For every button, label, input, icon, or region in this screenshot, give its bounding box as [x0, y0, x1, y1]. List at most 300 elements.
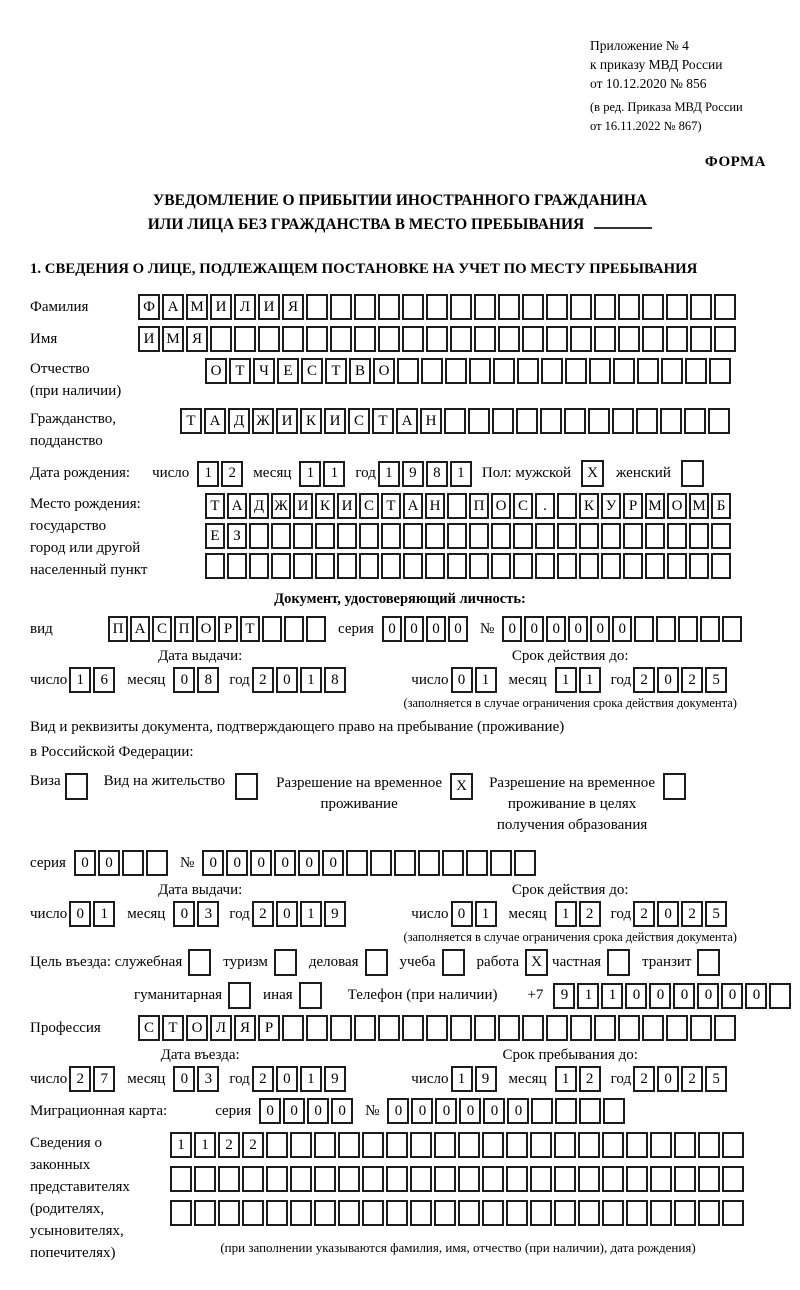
char-cell[interactable]	[546, 326, 568, 352]
char-cell[interactable]: Е	[277, 358, 299, 384]
purpose-private-checkbox[interactable]	[607, 949, 630, 976]
char-cell[interactable]: М	[645, 493, 665, 519]
char-cell[interactable]: З	[227, 523, 247, 549]
char-cell[interactable]	[482, 1132, 504, 1158]
char-cell[interactable]	[522, 294, 544, 320]
char-cell[interactable]	[410, 1132, 432, 1158]
char-cell[interactable]: 0	[546, 616, 566, 642]
char-cell[interactable]	[698, 1200, 720, 1226]
residence-permit-checkbox[interactable]	[235, 773, 258, 800]
char-cell[interactable]	[425, 553, 445, 579]
char-cell[interactable]: С	[152, 616, 172, 642]
char-cell[interactable]: Т	[229, 358, 251, 384]
char-cell[interactable]	[618, 326, 640, 352]
char-cell[interactable]	[656, 616, 676, 642]
char-cell[interactable]	[579, 1098, 601, 1124]
char-cell[interactable]	[242, 1200, 264, 1226]
char-cell[interactable]	[594, 1015, 616, 1041]
char-cell[interactable]	[434, 1166, 456, 1192]
char-cell[interactable]	[522, 1015, 544, 1041]
char-cell[interactable]	[769, 983, 791, 1009]
char-cell[interactable]: И	[293, 493, 313, 519]
char-cell[interactable]	[579, 553, 599, 579]
char-cell[interactable]	[282, 326, 304, 352]
char-cell[interactable]	[602, 1166, 624, 1192]
char-cell[interactable]	[290, 1166, 312, 1192]
char-cell[interactable]: 0	[307, 1098, 329, 1124]
char-cell[interactable]	[546, 1015, 568, 1041]
char-cell[interactable]	[626, 1132, 648, 1158]
char-cell[interactable]: 0	[625, 983, 647, 1009]
char-cell[interactable]: 1	[555, 901, 577, 927]
char-cell[interactable]	[506, 1132, 528, 1158]
char-cell[interactable]: 1	[194, 1132, 216, 1158]
char-cell[interactable]	[386, 1132, 408, 1158]
visa-checkbox[interactable]	[65, 773, 88, 800]
char-cell[interactable]: 9	[553, 983, 575, 1009]
char-cell[interactable]: 2	[69, 1066, 91, 1092]
char-cell[interactable]: 2	[252, 901, 274, 927]
char-cell[interactable]: 0	[276, 1066, 298, 1092]
char-cell[interactable]: Д	[228, 408, 250, 434]
char-cell[interactable]	[403, 553, 423, 579]
char-cell[interactable]: Т	[325, 358, 347, 384]
purpose-business-checkbox[interactable]	[365, 949, 388, 976]
char-cell[interactable]	[661, 358, 683, 384]
char-cell[interactable]	[249, 523, 269, 549]
char-cell[interactable]: А	[227, 493, 247, 519]
char-cell[interactable]	[535, 553, 555, 579]
char-cell[interactable]: И	[210, 294, 232, 320]
char-cell[interactable]: 0	[426, 616, 446, 642]
char-cell[interactable]	[690, 294, 712, 320]
char-cell[interactable]	[722, 1132, 744, 1158]
char-cell[interactable]: 8	[324, 667, 346, 693]
char-cell[interactable]	[618, 1015, 640, 1041]
char-cell[interactable]	[492, 408, 514, 434]
char-cell[interactable]	[306, 1015, 328, 1041]
char-cell[interactable]	[337, 523, 357, 549]
char-cell[interactable]	[554, 1200, 576, 1226]
char-cell[interactable]	[530, 1132, 552, 1158]
char-cell[interactable]: Т	[162, 1015, 184, 1041]
char-cell[interactable]	[170, 1166, 192, 1192]
char-cell[interactable]	[557, 523, 577, 549]
char-cell[interactable]	[506, 1166, 528, 1192]
char-cell[interactable]: Е	[205, 523, 225, 549]
char-cell[interactable]	[570, 1015, 592, 1041]
char-cell[interactable]	[634, 616, 654, 642]
char-cell[interactable]: 0	[435, 1098, 457, 1124]
char-cell[interactable]	[450, 294, 472, 320]
char-cell[interactable]	[626, 1200, 648, 1226]
char-cell[interactable]: О	[667, 493, 687, 519]
char-cell[interactable]	[684, 408, 706, 434]
char-cell[interactable]	[650, 1132, 672, 1158]
char-cell[interactable]	[666, 294, 688, 320]
char-cell[interactable]: 1	[475, 901, 497, 927]
char-cell[interactable]	[359, 523, 379, 549]
char-cell[interactable]	[266, 1132, 288, 1158]
char-cell[interactable]: 0	[173, 1066, 195, 1092]
char-cell[interactable]: Т	[205, 493, 225, 519]
char-cell[interactable]: 1	[475, 667, 497, 693]
char-cell[interactable]	[359, 553, 379, 579]
char-cell[interactable]: 3	[197, 1066, 219, 1092]
char-cell[interactable]: 0	[276, 667, 298, 693]
char-cell[interactable]	[645, 553, 665, 579]
char-cell[interactable]	[386, 1200, 408, 1226]
char-cell[interactable]	[447, 493, 467, 519]
char-cell[interactable]	[306, 616, 326, 642]
char-cell[interactable]: 0	[448, 616, 468, 642]
char-cell[interactable]	[612, 408, 634, 434]
char-cell[interactable]: 0	[697, 983, 719, 1009]
char-cell[interactable]: 9	[402, 461, 424, 487]
char-cell[interactable]: С	[513, 493, 533, 519]
char-cell[interactable]	[700, 616, 720, 642]
char-cell[interactable]: П	[174, 616, 194, 642]
char-cell[interactable]	[362, 1132, 384, 1158]
char-cell[interactable]: Ж	[252, 408, 274, 434]
char-cell[interactable]	[378, 294, 400, 320]
char-cell[interactable]: 0	[69, 901, 91, 927]
char-cell[interactable]	[626, 1166, 648, 1192]
char-cell[interactable]: 1	[601, 983, 623, 1009]
char-cell[interactable]	[421, 358, 443, 384]
char-cell[interactable]	[650, 1200, 672, 1226]
char-cell[interactable]: 8	[426, 461, 448, 487]
char-cell[interactable]: 0	[657, 901, 679, 927]
char-cell[interactable]: С	[359, 493, 379, 519]
char-cell[interactable]: А	[396, 408, 418, 434]
char-cell[interactable]: К	[579, 493, 599, 519]
char-cell[interactable]	[468, 408, 490, 434]
char-cell[interactable]	[602, 1200, 624, 1226]
char-cell[interactable]	[266, 1166, 288, 1192]
char-cell[interactable]: Т	[180, 408, 202, 434]
char-cell[interactable]	[578, 1166, 600, 1192]
char-cell[interactable]	[666, 1015, 688, 1041]
char-cell[interactable]	[531, 1098, 553, 1124]
char-cell[interactable]: 0	[483, 1098, 505, 1124]
char-cell[interactable]: 0	[568, 616, 588, 642]
char-cell[interactable]	[722, 1200, 744, 1226]
char-cell[interactable]	[397, 358, 419, 384]
char-cell[interactable]	[434, 1132, 456, 1158]
char-cell[interactable]: 0	[173, 667, 195, 693]
char-cell[interactable]	[535, 523, 555, 549]
char-cell[interactable]	[474, 326, 496, 352]
char-cell[interactable]	[402, 294, 424, 320]
char-cell[interactable]	[306, 326, 328, 352]
char-cell[interactable]: 1	[555, 1066, 577, 1092]
char-cell[interactable]	[249, 553, 269, 579]
rvp-edu-checkbox[interactable]	[663, 773, 686, 800]
char-cell[interactable]	[618, 294, 640, 320]
char-cell[interactable]	[491, 523, 511, 549]
char-cell[interactable]	[514, 850, 536, 876]
char-cell[interactable]: Ч	[253, 358, 275, 384]
char-cell[interactable]: 0	[331, 1098, 353, 1124]
char-cell[interactable]	[674, 1166, 696, 1192]
char-cell[interactable]: .	[535, 493, 555, 519]
char-cell[interactable]: 0	[451, 901, 473, 927]
char-cell[interactable]	[402, 1015, 424, 1041]
char-cell[interactable]	[666, 326, 688, 352]
char-cell[interactable]: 0	[202, 850, 224, 876]
char-cell[interactable]: 2	[221, 461, 243, 487]
char-cell[interactable]	[613, 358, 635, 384]
char-cell[interactable]: А	[130, 616, 150, 642]
char-cell[interactable]: 3	[197, 901, 219, 927]
char-cell[interactable]	[290, 1132, 312, 1158]
char-cell[interactable]	[565, 358, 587, 384]
char-cell[interactable]: 1	[93, 901, 115, 927]
char-cell[interactable]	[601, 523, 621, 549]
char-cell[interactable]	[579, 523, 599, 549]
char-cell[interactable]: 2	[579, 901, 601, 927]
char-cell[interactable]: 0	[276, 901, 298, 927]
char-cell[interactable]	[555, 1098, 577, 1124]
char-cell[interactable]: 0	[657, 667, 679, 693]
char-cell[interactable]	[674, 1200, 696, 1226]
char-cell[interactable]	[698, 1166, 720, 1192]
char-cell[interactable]	[469, 553, 489, 579]
char-cell[interactable]: 1	[577, 983, 599, 1009]
char-cell[interactable]: П	[469, 493, 489, 519]
char-cell[interactable]	[306, 294, 328, 320]
char-cell[interactable]: Я	[186, 326, 208, 352]
purpose-tourism-checkbox[interactable]	[274, 949, 297, 976]
char-cell[interactable]	[708, 408, 730, 434]
char-cell[interactable]: 1	[300, 667, 322, 693]
char-cell[interactable]: 0	[382, 616, 402, 642]
char-cell[interactable]	[594, 294, 616, 320]
char-cell[interactable]: 0	[404, 616, 424, 642]
char-cell[interactable]: 1	[69, 667, 91, 693]
char-cell[interactable]: Т	[240, 616, 260, 642]
char-cell[interactable]	[546, 294, 568, 320]
char-cell[interactable]	[554, 1132, 576, 1158]
char-cell[interactable]	[210, 326, 232, 352]
char-cell[interactable]: 2	[681, 901, 703, 927]
char-cell[interactable]: 0	[745, 983, 767, 1009]
char-cell[interactable]: И	[276, 408, 298, 434]
char-cell[interactable]	[642, 1015, 664, 1041]
char-cell[interactable]	[642, 294, 664, 320]
char-cell[interactable]	[711, 553, 731, 579]
char-cell[interactable]: Я	[234, 1015, 256, 1041]
char-cell[interactable]: С	[138, 1015, 160, 1041]
char-cell[interactable]: 7	[93, 1066, 115, 1092]
char-cell[interactable]: У	[601, 493, 621, 519]
char-cell[interactable]	[234, 326, 256, 352]
char-cell[interactable]	[426, 294, 448, 320]
char-cell[interactable]	[722, 1166, 744, 1192]
char-cell[interactable]	[623, 523, 643, 549]
char-cell[interactable]: 1	[299, 461, 321, 487]
char-cell[interactable]	[242, 1166, 264, 1192]
char-cell[interactable]: Я	[282, 294, 304, 320]
char-cell[interactable]	[338, 1200, 360, 1226]
char-cell[interactable]	[667, 553, 687, 579]
char-cell[interactable]: 1	[450, 461, 472, 487]
char-cell[interactable]	[330, 1015, 352, 1041]
char-cell[interactable]	[637, 358, 659, 384]
char-cell[interactable]	[362, 1200, 384, 1226]
char-cell[interactable]	[498, 326, 520, 352]
char-cell[interactable]	[418, 850, 440, 876]
char-cell[interactable]	[271, 523, 291, 549]
char-cell[interactable]	[122, 850, 144, 876]
char-cell[interactable]: 0	[387, 1098, 409, 1124]
char-cell[interactable]	[493, 358, 515, 384]
char-cell[interactable]	[714, 1015, 736, 1041]
char-cell[interactable]: 0	[283, 1098, 305, 1124]
char-cell[interactable]	[698, 1132, 720, 1158]
char-cell[interactable]	[557, 493, 577, 519]
char-cell[interactable]	[266, 1200, 288, 1226]
char-cell[interactable]: 1	[323, 461, 345, 487]
char-cell[interactable]	[394, 850, 416, 876]
char-cell[interactable]: 2	[681, 667, 703, 693]
char-cell[interactable]: 0	[250, 850, 272, 876]
char-cell[interactable]	[410, 1166, 432, 1192]
char-cell[interactable]	[338, 1166, 360, 1192]
char-cell[interactable]	[690, 1015, 712, 1041]
char-cell[interactable]	[678, 616, 698, 642]
char-cell[interactable]: А	[403, 493, 423, 519]
char-cell[interactable]	[466, 850, 488, 876]
char-cell[interactable]: 8	[197, 667, 219, 693]
char-cell[interactable]	[205, 553, 225, 579]
char-cell[interactable]	[517, 358, 539, 384]
char-cell[interactable]	[378, 1015, 400, 1041]
char-cell[interactable]: 0	[590, 616, 610, 642]
char-cell[interactable]: Д	[249, 493, 269, 519]
char-cell[interactable]	[447, 553, 467, 579]
char-cell[interactable]	[490, 850, 512, 876]
char-cell[interactable]: Л	[210, 1015, 232, 1041]
purpose-study-checkbox[interactable]	[442, 949, 465, 976]
char-cell[interactable]	[557, 553, 577, 579]
char-cell[interactable]	[588, 408, 610, 434]
char-cell[interactable]	[194, 1200, 216, 1226]
char-cell[interactable]	[506, 1200, 528, 1226]
char-cell[interactable]	[594, 326, 616, 352]
char-cell[interactable]	[498, 294, 520, 320]
char-cell[interactable]	[290, 1200, 312, 1226]
char-cell[interactable]	[564, 408, 586, 434]
char-cell[interactable]: 2	[252, 1066, 274, 1092]
char-cell[interactable]	[282, 1015, 304, 1041]
char-cell[interactable]: 5	[705, 1066, 727, 1092]
char-cell[interactable]: 2	[633, 901, 655, 927]
char-cell[interactable]	[516, 408, 538, 434]
char-cell[interactable]: Р	[258, 1015, 280, 1041]
char-cell[interactable]: 9	[324, 1066, 346, 1092]
char-cell[interactable]: Н	[425, 493, 445, 519]
char-cell[interactable]	[354, 294, 376, 320]
char-cell[interactable]	[722, 616, 742, 642]
char-cell[interactable]	[434, 1200, 456, 1226]
char-cell[interactable]	[445, 358, 467, 384]
char-cell[interactable]: В	[349, 358, 371, 384]
char-cell[interactable]	[709, 358, 731, 384]
char-cell[interactable]	[426, 1015, 448, 1041]
char-cell[interactable]: К	[300, 408, 322, 434]
char-cell[interactable]	[714, 294, 736, 320]
male-checkbox[interactable]: X	[581, 460, 604, 487]
char-cell[interactable]	[522, 326, 544, 352]
char-cell[interactable]: 0	[259, 1098, 281, 1124]
char-cell[interactable]: И	[258, 294, 280, 320]
char-cell[interactable]: 1	[300, 1066, 322, 1092]
char-cell[interactable]	[450, 326, 472, 352]
char-cell[interactable]: 0	[98, 850, 120, 876]
char-cell[interactable]	[218, 1200, 240, 1226]
char-cell[interactable]	[402, 326, 424, 352]
char-cell[interactable]: 0	[612, 616, 632, 642]
char-cell[interactable]: О	[196, 616, 216, 642]
female-checkbox[interactable]	[681, 460, 704, 487]
char-cell[interactable]: 0	[173, 901, 195, 927]
char-cell[interactable]	[293, 553, 313, 579]
char-cell[interactable]: 0	[411, 1098, 433, 1124]
char-cell[interactable]	[714, 326, 736, 352]
char-cell[interactable]: А	[162, 294, 184, 320]
char-cell[interactable]	[482, 1166, 504, 1192]
char-cell[interactable]	[442, 850, 464, 876]
char-cell[interactable]	[711, 523, 731, 549]
char-cell[interactable]: 0	[649, 983, 671, 1009]
char-cell[interactable]: К	[315, 493, 335, 519]
char-cell[interactable]: 2	[633, 667, 655, 693]
char-cell[interactable]: 6	[93, 667, 115, 693]
char-cell[interactable]: 2	[633, 1066, 655, 1092]
char-cell[interactable]: Р	[218, 616, 238, 642]
char-cell[interactable]	[554, 1166, 576, 1192]
char-cell[interactable]	[362, 1166, 384, 1192]
char-cell[interactable]: 0	[524, 616, 544, 642]
char-cell[interactable]: 1	[555, 667, 577, 693]
char-cell[interactable]: 9	[475, 1066, 497, 1092]
char-cell[interactable]: 0	[322, 850, 344, 876]
char-cell[interactable]: Ж	[271, 493, 291, 519]
char-cell[interactable]: 0	[451, 667, 473, 693]
char-cell[interactable]	[370, 850, 392, 876]
char-cell[interactable]: С	[301, 358, 323, 384]
char-cell[interactable]	[410, 1200, 432, 1226]
char-cell[interactable]: 0	[721, 983, 743, 1009]
purpose-transit-checkbox[interactable]	[697, 949, 720, 976]
char-cell[interactable]	[458, 1200, 480, 1226]
char-cell[interactable]	[602, 1132, 624, 1158]
char-cell[interactable]	[642, 326, 664, 352]
char-cell[interactable]	[315, 553, 335, 579]
char-cell[interactable]	[271, 553, 291, 579]
char-cell[interactable]	[447, 523, 467, 549]
char-cell[interactable]	[386, 1166, 408, 1192]
char-cell[interactable]	[293, 523, 313, 549]
char-cell[interactable]: 2	[681, 1066, 703, 1092]
char-cell[interactable]	[474, 1015, 496, 1041]
char-cell[interactable]: И	[324, 408, 346, 434]
char-cell[interactable]: Т	[381, 493, 401, 519]
char-cell[interactable]	[540, 408, 562, 434]
char-cell[interactable]: 9	[324, 901, 346, 927]
